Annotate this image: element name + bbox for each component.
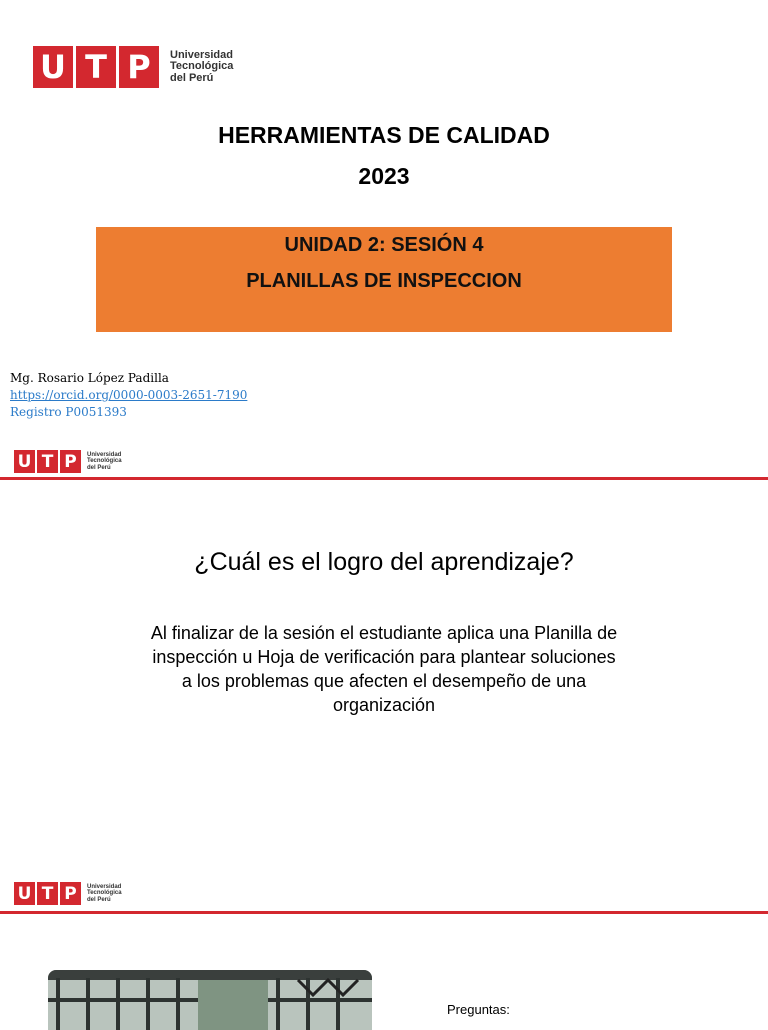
course-title: HERRAMIENTAS DE CALIDAD bbox=[218, 122, 550, 148]
questions-label: Preguntas: bbox=[447, 1002, 510, 1017]
learning-question: ¿Cuál es el logro del aprendizaje? bbox=[194, 548, 574, 576]
banner-unit: UNIDAD 2: SESIÓN 4 bbox=[284, 234, 484, 256]
session-banner bbox=[96, 227, 672, 332]
logo-letter-t: T bbox=[76, 46, 116, 88]
logo-letter-p: P bbox=[119, 46, 159, 88]
building-photo bbox=[48, 970, 372, 1030]
utp-logo bbox=[33, 46, 233, 88]
logo-letter-u: U bbox=[33, 46, 73, 88]
title-slide bbox=[0, 0, 768, 478]
registration-number: Registro P0051393 bbox=[10, 405, 127, 419]
author-name: Mg. Rosario López Padilla bbox=[10, 371, 169, 385]
banner-topic: PLANILLAS DE INSPECCION bbox=[246, 270, 522, 292]
course-year: 2023 bbox=[358, 163, 410, 189]
logo-text: Universidad Tecnológica del Perú bbox=[87, 884, 122, 903]
logo-text: Universidad Tecnológica del Perú bbox=[87, 452, 122, 471]
logo-text: Universidad Tecnológica del Perú bbox=[170, 48, 234, 84]
utp-logo-small: U T P Universidad Tecnológica del Perú bbox=[14, 882, 122, 905]
orcid-link[interactable]: https://orcid.org/0000-0003-2651-7190 bbox=[10, 388, 248, 402]
slide-divider bbox=[0, 477, 768, 480]
slide-divider bbox=[0, 911, 768, 914]
window-frames bbox=[48, 970, 372, 1030]
utp-logo-small: U T P Universidad Tecnológica del Perú bbox=[14, 450, 122, 473]
learning-objective: Al finalizar de la sesión el estudiante aplica una Planilla de inspección u Hoja de verificación para plantear soluciones a los problemas que afecten el desempeño de una organización bbox=[150, 623, 618, 715]
